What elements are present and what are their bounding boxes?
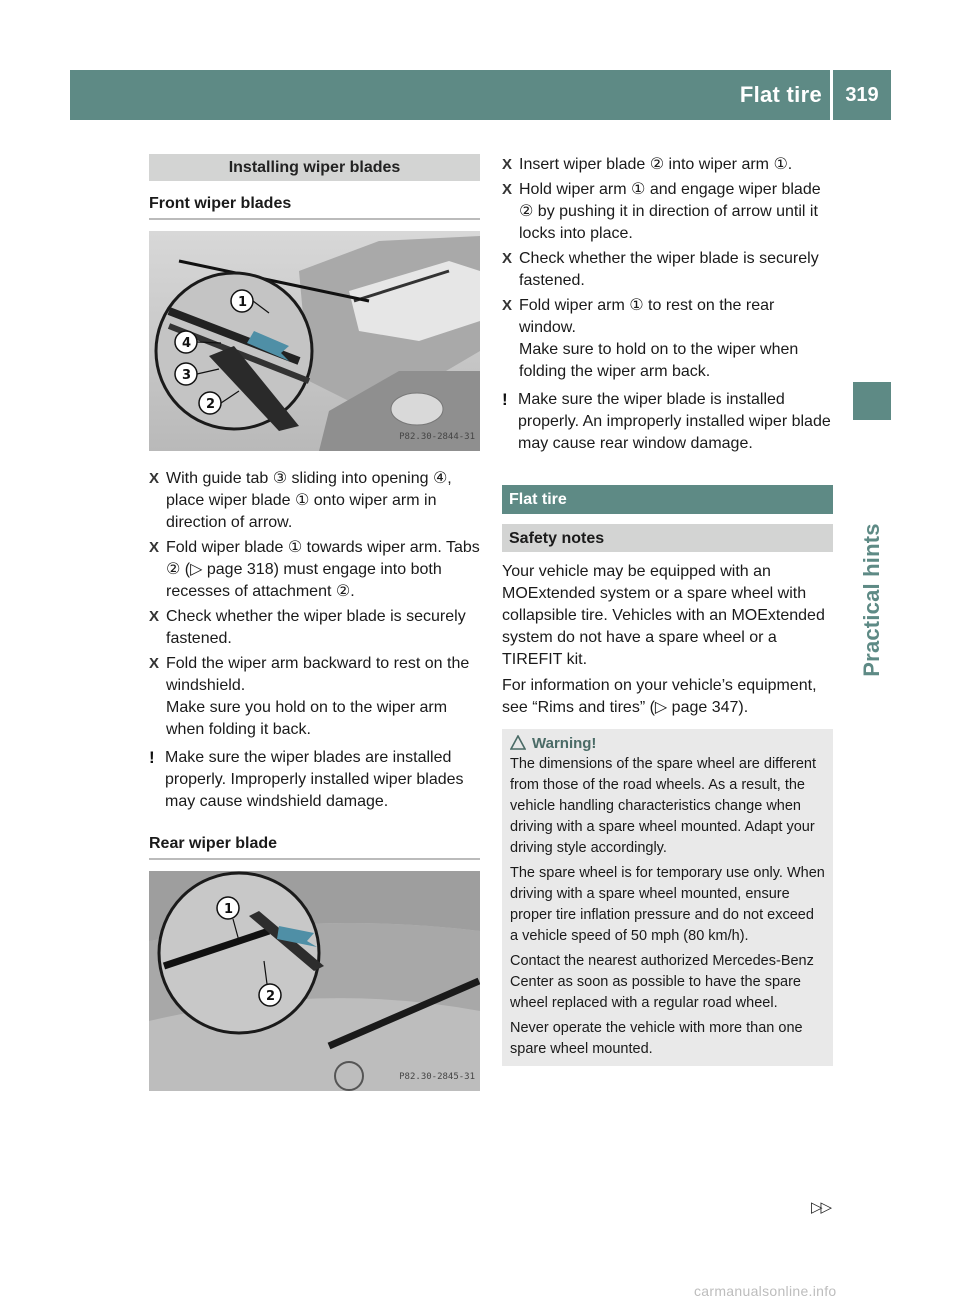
page-title: Flat tire — [739, 82, 822, 107]
warning-paragraph-2: The spare wheel is for temporary use only. When driving with a spare wheel mounted, ensure proper tire inflation pressure and do not exceed a vehicle speed of 50 mph (80 km/h). — [510, 865, 825, 944]
figure-id: P82.30-2844-31 — [399, 432, 475, 442]
step-item — [502, 248, 833, 292]
step-marker-icon: X — [502, 156, 513, 173]
rear-steps — [502, 154, 833, 455]
section-title-safety-notes: Safety notes — [502, 524, 833, 552]
caution-icon: ! — [149, 748, 155, 767]
section-title-installing-wiper-blades: Installing wiper blades — [149, 154, 480, 181]
rear-wiper-figure — [149, 871, 480, 1091]
step-item — [149, 653, 480, 741]
rear-callout-1: 1 — [224, 902, 234, 917]
warning-title-text: Warning! — [532, 735, 597, 752]
section-title-flat-tire: Flat tire — [502, 485, 833, 514]
warning-box — [502, 729, 833, 1066]
step-marker-icon: X — [502, 250, 513, 267]
callout-4: 4 — [182, 336, 192, 351]
step-marker-icon: X — [149, 539, 160, 556]
step-item — [502, 154, 833, 176]
step-text: Insert wiper blade ② into wiper arm ①. — [519, 156, 793, 173]
step-text: Fold the wiper arm backward to rest on the windshield. — [166, 655, 470, 694]
step-marker-icon: X — [149, 470, 160, 487]
front-steps — [149, 468, 480, 813]
step-extra-text: Make sure to hold on to the wiper when folding the wiper arm back. — [519, 341, 799, 380]
figure-id: P82.30-2845-31 — [399, 1072, 475, 1082]
warning-title — [510, 733, 825, 754]
step-text: Hold wiper arm ① and engage wiper blade ② by pushing it in direction of arrow until it locks into place. — [519, 181, 821, 242]
step-marker-icon: X — [502, 181, 513, 198]
right-column — [502, 154, 833, 1066]
step-item — [502, 179, 833, 245]
step-extra-text: Make sure you hold on to the wiper arm when folding it back. — [166, 699, 448, 738]
note-text: Make sure the wiper blade is installed properly. An improperly installed wiper blade may cause rear window damage. — [518, 391, 831, 452]
front-wiper-illustration — [149, 231, 480, 451]
callout-3: 3 — [182, 368, 192, 383]
callout-2: 2 — [206, 397, 216, 412]
chapter-tab-label: Practical hints — [859, 523, 884, 677]
rear-callout-2: 2 — [266, 989, 276, 1004]
warning-paragraph-3: Contact the nearest authorized Mercedes-Benz Center as soon as possible to have the spare wheel replaced with a regular road wheel. — [510, 953, 814, 1011]
warning-paragraph-4: Never operate the vehicle with more than one spare wheel mounted. — [510, 1020, 803, 1057]
step-marker-icon: X — [502, 297, 513, 314]
step-text: Check whether the wiper blade is securely fastened. — [166, 608, 466, 647]
step-marker-icon: X — [149, 655, 160, 672]
step-marker-icon: X — [149, 608, 160, 625]
step-text: Fold wiper blade ① towards wiper arm. Tabs ② (▷ page 318) must engage into both recesses of attachment ②. — [166, 539, 480, 600]
safety-paragraph-2: For information on your vehicle’s equipment, see “Rims and tires” (▷ page 347). — [502, 677, 817, 716]
step-item — [149, 468, 480, 534]
rear-wiper-illustration — [149, 871, 480, 1091]
continue-arrow-icon: ▷▷ — [811, 1199, 831, 1216]
subtitle-rear-wiper-blade: Rear wiper blade — [149, 833, 480, 860]
left-column — [149, 154, 480, 1091]
page-number: 319 — [845, 84, 879, 106]
caution-note — [149, 747, 480, 813]
step-text: Check whether the wiper blade is securely fastened. — [519, 250, 819, 289]
step-item — [149, 606, 480, 650]
step-text: With guide tab ③ sliding into opening ④, place wiper blade ① onto wiper arm in direction of arrow. — [166, 470, 452, 531]
step-item — [149, 537, 480, 603]
caution-icon: ! — [502, 390, 508, 409]
safety-paragraph-1: Your vehicle may be equipped with an MOExtended system or a spare wheel with collapsible tire. Vehicles with an MOExtended system do not have a spare wheel or a TIREFIT kit. — [502, 563, 825, 668]
subtitle-front-wiper-blades: Front wiper blades — [149, 193, 480, 220]
front-wiper-figure — [149, 231, 480, 451]
chapter-tab-marker — [853, 382, 891, 420]
warning-paragraph-1: The dimensions of the spare wheel are different from those of the road wheels. As a result, the vehicle handling characteristics change when driving with a spare wheel mounted. Adapt your driving style accordingly. — [510, 756, 817, 856]
footer-watermark: carmanualsonline.info — [694, 1283, 837, 1299]
step-text: Fold wiper arm ① to rest on the rear window. — [519, 297, 775, 336]
note-text: Make sure the wiper blades are installed properly. Improperly installed wiper blades may cause windshield damage. — [165, 749, 464, 810]
warning-triangle-icon — [510, 735, 526, 750]
callout-1: 1 — [238, 295, 248, 310]
caution-note — [502, 389, 833, 455]
step-item — [502, 295, 833, 383]
